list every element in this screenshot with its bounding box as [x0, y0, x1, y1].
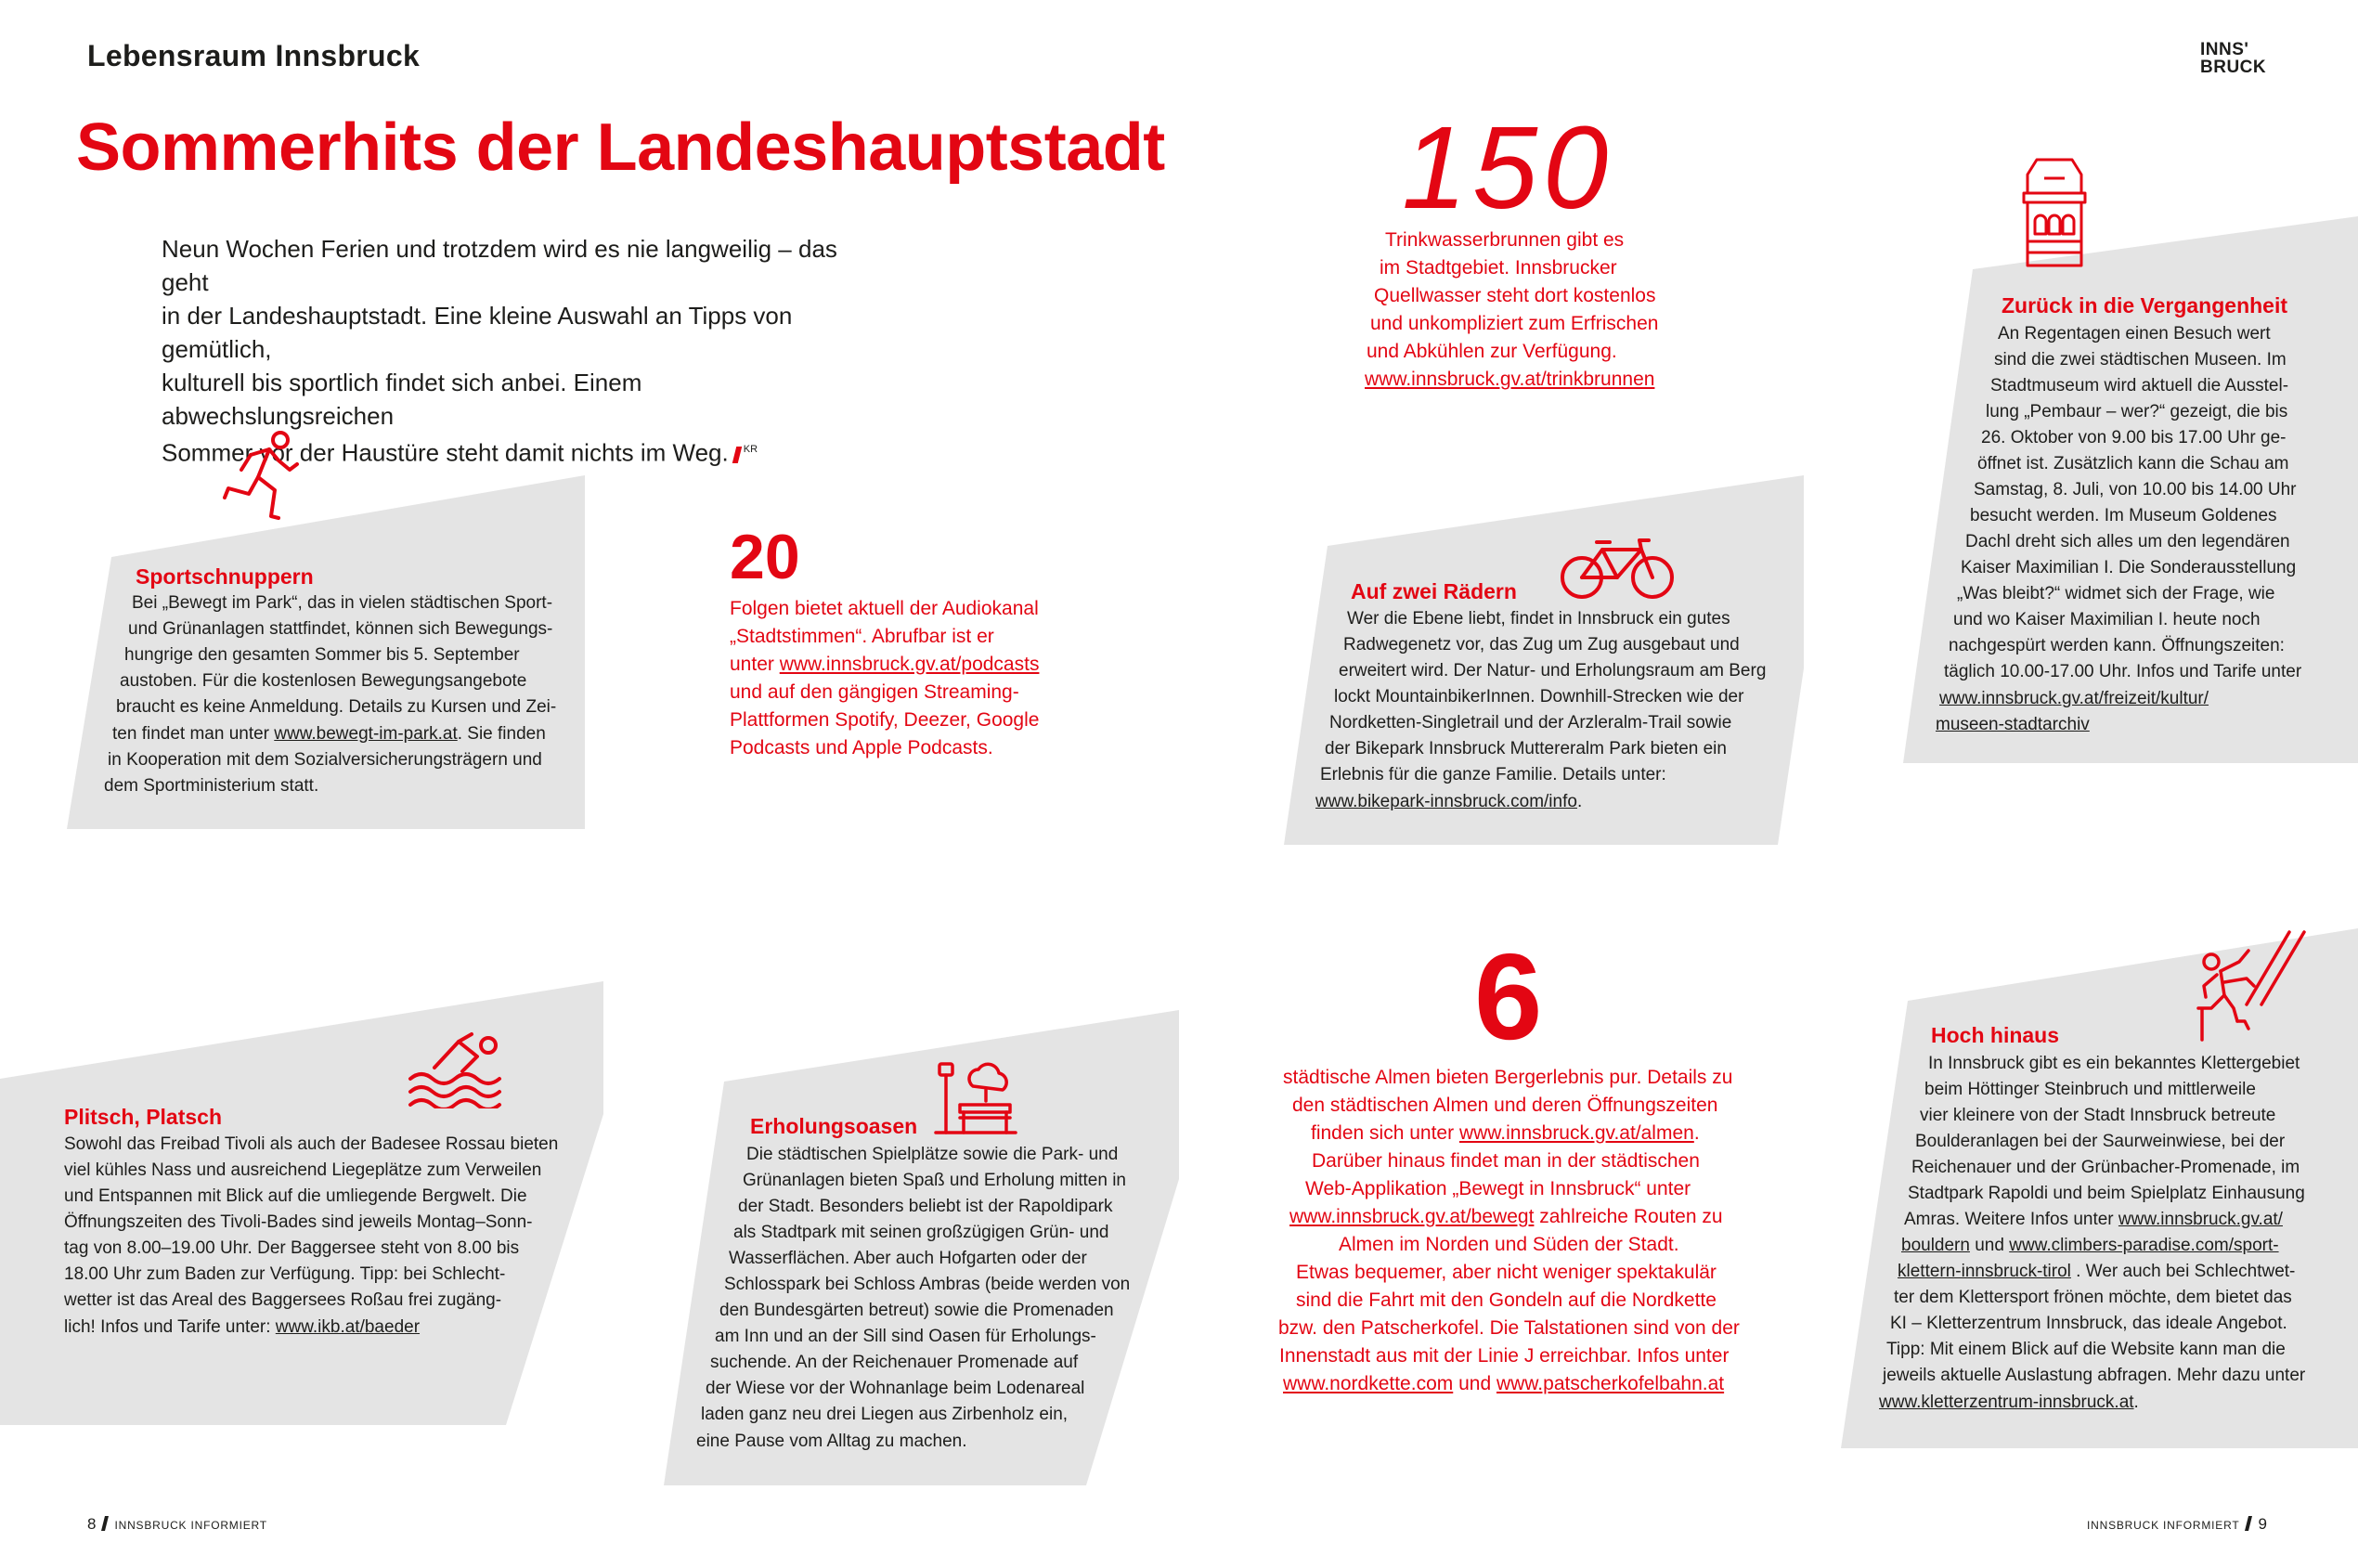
almen-line: bzw. den Patscherkofel. Die Talstationen sind von der [1278, 1317, 1740, 1339]
bike-line [1315, 789, 1582, 815]
almen-line: sind die Fahrt mit den Gondeln auf die Nordkette [1296, 1289, 1717, 1311]
parks-line: Die städtischen Spielplätze sowie die Park- und [746, 1145, 1119, 1164]
swim-heading: Plitsch, Platsch [64, 1105, 223, 1129]
almen-line [1289, 1203, 1723, 1231]
text-span: und [1969, 1236, 2010, 1255]
parks-line: eine Pause vom Alltag zu machen. [696, 1432, 967, 1451]
sport-line [112, 721, 546, 747]
link-kletterzentrum[interactable]: www.kletterzentrum-innsbruck.at [1879, 1393, 2134, 1412]
climb-line [1901, 1233, 2279, 1259]
museum-line [1936, 712, 2090, 738]
climb-line: Tipp: Mit einem Blick auf die Website kann man die [1886, 1340, 2286, 1359]
climb-line: In Innsbruck gibt es ein bekanntes Klettergebiet [1928, 1054, 2300, 1073]
page-number-left: 8 [87, 1515, 97, 1533]
link-innsbruck-bouldern-2[interactable]: bouldern [1901, 1236, 1970, 1255]
parks-line: Grünanlagen bieten Spaß und Erholung mitten in [743, 1171, 1126, 1190]
almen-line: städtische Almen bieten Bergerlebnis pur. Details zu [1283, 1067, 1733, 1088]
link-bewegt[interactable]: www.innsbruck.gv.at/bewegt [1289, 1206, 1535, 1227]
link-museen-2[interactable]: museen-stadtarchiv [1936, 715, 2090, 734]
text-span: . [2133, 1393, 2139, 1412]
intro-line: kulturell bis sportlich findet sich anbei. Einem abwechslungsreichen [162, 369, 642, 430]
text-span: . Wer auch bei Schlechtwet- [2070, 1262, 2296, 1281]
swim-line: tag von 8.00–19.00 Uhr. Der Baggersee steht von 8.00 bis [64, 1238, 520, 1258]
parks-line: der Wiese vor der Wohnanlage beim Lodenareal [706, 1379, 1085, 1398]
podcast-line: Podcasts und Apple Podcasts. [730, 737, 993, 758]
link-ikb-baeder[interactable]: www.ikb.at/baeder [275, 1317, 421, 1337]
swimmer-icon [407, 1029, 512, 1108]
intro-line: Neun Wochen Ferien und trotzdem wird es nie langweilig – das geht [162, 235, 837, 296]
link-bewegt-im-park[interactable]: www.bewegt-im-park.at [274, 724, 458, 744]
almen-line: Etwas bequemer, aber nicht weniger spektakulär [1296, 1262, 1717, 1283]
link-trinkbrunnen[interactable]: www.innsbruck.gv.at/trinkbrunnen [1365, 369, 1655, 390]
almen-line: den städtischen Almen und deren Öffnungszeiten [1292, 1095, 1718, 1116]
podcast-line [730, 651, 1039, 679]
slash-mark [101, 1516, 109, 1531]
fountains-line: Quellwasser steht dort kostenlos [1374, 285, 1656, 306]
almen-line [1283, 1370, 1724, 1398]
museum-line: öffnet ist. Zusätzlich kann die Schau am [1977, 454, 2289, 473]
museum-line: Kaiser Maximilian I. Die Sonderausstellung [1961, 558, 2297, 577]
link-bikepark[interactable]: www.bikepark-innsbruck.com/info [1315, 792, 1577, 811]
footer-label-left: INNSBRUCK INFORMIERT [114, 1519, 267, 1532]
link-climbers-paradise-1[interactable]: www.climbers-paradise.com/sport- [2009, 1236, 2279, 1255]
swim-line: Sowohl das Freibad Tivoli als auch der Badesee Rossau bieten [64, 1134, 559, 1154]
museum-line: Stadtmuseum wird aktuell die Ausstel- [1990, 376, 2289, 395]
fountains-line: im Stadtgebiet. Innsbrucker [1380, 257, 1617, 279]
footer-left [87, 1515, 267, 1534]
bike-line: Erlebnis für die ganze Familie. Details unter: [1320, 765, 1666, 784]
fountains-line: Trinkwasserbrunnen gibt es [1385, 229, 1625, 251]
link-nordkette[interactable]: www.nordkette.com [1283, 1373, 1454, 1394]
slash-mark [2245, 1516, 2252, 1531]
climb-line: Boulderanlagen bei der Saurweinwiese, bei der [1915, 1132, 2286, 1151]
climber-icon [2193, 930, 2306, 1043]
runner-icon [215, 429, 308, 527]
section-label: Lebensraum Innsbruck [87, 39, 421, 72]
link-almen[interactable]: www.innsbruck.gv.at/almen [1458, 1122, 1694, 1144]
link-innsbruck-bouldern-1[interactable]: www.innsbruck.gv.at/ [2118, 1210, 2283, 1229]
text-span: . [1693, 1122, 1700, 1144]
climb-line: KI – Kletterzentrum Innsbruck, das ideale Angebot. [1890, 1314, 2287, 1333]
page-title: Sommerhits der Landeshauptstadt [76, 110, 1165, 185]
bike-line: erweitert wird. Der Natur- und Erholungsraum am Berg [1339, 661, 1767, 680]
text-span: finden sich unter [1311, 1122, 1459, 1144]
bike-line: Radwegenetz vor, das Zug um Zug ausgebaut und [1343, 635, 1740, 654]
museum-line: lung „Pembaur – wer?“ gezeigt, die bis [1986, 402, 2288, 421]
sport-line: in Kooperation mit dem Sozialversicherungsträgern und [108, 750, 542, 770]
almen-line [1311, 1120, 1700, 1147]
sport-heading: Sportschnuppern [136, 564, 314, 589]
swim-line: wetter ist das Areal des Baggersees Roßau frei zugäng- [64, 1290, 502, 1310]
podcast-line: Plattformen Spotify, Deezer, Google [730, 709, 1040, 731]
climb-line [1898, 1259, 2295, 1285]
text-span: zahlreiche Routen zu [1534, 1206, 1723, 1227]
parks-line: Wasserflächen. Aber auch Hofgarten oder der [729, 1249, 1087, 1268]
sport-line: braucht es keine Anmeldung. Details zu Kursen und Zei- [116, 697, 557, 717]
fountains-line: und unkompliziert zum Erfrischen [1370, 313, 1659, 334]
museum-line: besucht werden. Im Museum Goldenes [1970, 506, 2277, 525]
link-patscherkofelbahn[interactable]: www.patscherkofelbahn.at [1496, 1373, 1725, 1394]
link-climbers-paradise-2[interactable]: klettern-innsbruck-tirol [1898, 1262, 2071, 1281]
parks-line: der Stadt. Besonders beliebt ist der Rapoldipark [738, 1197, 1113, 1216]
logo-line-1: INNS' [2200, 40, 2249, 59]
text-span: . Sie finden [457, 724, 546, 744]
text-span: lich! Infos und Tarife unter: [64, 1317, 276, 1337]
text-span: . [1576, 792, 1583, 811]
parks-line: suchende. An der Reichenauer Promenade auf [710, 1353, 1079, 1372]
climb-line [1904, 1207, 2283, 1233]
museum-line: An Regentagen einen Besuch wert [1998, 324, 2271, 343]
climb-line: Stadtpark Rapoldi und beim Spielplatz Einhausung [1908, 1184, 2305, 1203]
author-initials: KR [743, 444, 758, 455]
fountains-line: und Abkühlen zur Verfügung. [1367, 341, 1617, 362]
podcast-number: 20 [730, 522, 800, 592]
link-podcasts[interactable]: www.innsbruck.gv.at/podcasts [779, 654, 1040, 675]
parks-heading: Erholungsoasen [750, 1114, 918, 1138]
museum-heading: Zurück in die Vergangenheit [2002, 293, 2288, 317]
swim-line: Öffnungszeiten des Tivoli-Bades sind jeweils Montag–Sonn- [64, 1212, 533, 1232]
intro-line: in der Landeshauptstadt. Eine kleine Auswahl an Tipps von gemütlich, [162, 302, 793, 363]
podcast-line: und auf den gängigen Streaming- [730, 681, 1019, 703]
innsbruck-logo [2200, 41, 2266, 76]
bike-line: der Bikepark Innsbruck Muttereralm Park bieten ein [1325, 739, 1727, 758]
swim-line: 18.00 Uhr zum Baden zur Verfügung. Tipp: bei Schlecht- [64, 1264, 506, 1284]
fountains-line [1365, 366, 1654, 394]
museum-line: und wo Kaiser Maximilian I. heute noch [1953, 610, 2261, 629]
text-span: unter [730, 654, 780, 675]
sport-line: dem Sportministerium statt. [104, 776, 319, 796]
link-museen-1[interactable]: www.innsbruck.gv.at/freizeit/kultur/ [1939, 689, 2209, 708]
sport-line: Bei „Bewegt im Park“, das in vielen städtischen Sport- [132, 593, 553, 613]
intro-line: Sommer vor der Haustüre steht damit nichts im Weg. [162, 438, 729, 467]
climb-heading: Hoch hinaus [1931, 1023, 2060, 1047]
sport-line: und Grünanlagen stattfindet, können sich Bewegungs- [128, 619, 553, 639]
page-number-right: 9 [2258, 1515, 2267, 1533]
parks-line: Schlosspark bei Schloss Ambras (beide werden von [724, 1275, 1131, 1294]
podcast-line: „Stadtstimmen“. Abrufbar ist er [730, 626, 994, 647]
park-bench-tree-icon [934, 1058, 1017, 1136]
footer-label-right: INNSBRUCK INFORMIERT [2087, 1519, 2240, 1532]
bike-line: Nordketten-Singletrail und der Arzleralm-Trail sowie [1329, 713, 1732, 732]
almen-number: 6 [1474, 928, 1543, 1065]
museum-line: sind die zwei städtischen Museen. Im [1994, 350, 2287, 369]
parks-line: laden ganz neu drei Liegen aus Zirbenholz ein, [701, 1405, 1069, 1424]
climb-line: jeweils aktuelle Auslastung abfragen. Mehr dazu unter [1883, 1366, 2306, 1385]
parks-line: den Bundesgärten betreut) sowie die Promenaden [719, 1301, 1114, 1320]
almen-line: Darüber hinaus findet man in der städtischen [1312, 1150, 1700, 1172]
footer-right [2087, 1515, 2267, 1534]
parks-line: als Stadtpark mit seinen großzügigen Grün- und [733, 1223, 1109, 1242]
museum-line: täglich 10.00-17.00 Uhr. Infos und Tarife unter [1944, 662, 2302, 681]
sport-line: hungrige den gesamten Sommer bis 5. September [124, 645, 520, 665]
climb-line: Reichenauer und der Grünbacher-Promenade, im [1911, 1158, 2300, 1177]
museum-line: „Was bleibt?“ widmet sich der Frage, wie [1957, 584, 2275, 603]
swim-line [64, 1315, 420, 1341]
text-span: ten findet man unter [112, 724, 275, 744]
fountains-number: 150 [1402, 102, 1614, 233]
climb-line: beim Höttinger Steinbruch und mittlerweile [1924, 1080, 2256, 1099]
slash-mark [732, 447, 741, 463]
swim-line: viel kühles Nass und ausreichend Liegeplätze zum Verweilen [64, 1160, 542, 1180]
tower-icon [2016, 156, 2092, 267]
museum-line: 26. Oktober von 9.00 bis 17.00 Uhr ge- [1981, 428, 2287, 447]
almen-line: Innenstadt aus mit der Linie J erreichbar. Infos unter [1279, 1345, 1730, 1367]
museum-line: nachgespürt werden kann. Öffnungszeiten: [1949, 636, 2285, 655]
text-span: Amras. Weitere Infos unter [1904, 1210, 2118, 1229]
climb-line: vier kleinere von der Stadt Innsbruck betreute [1920, 1106, 2276, 1125]
climb-line: ter dem Klettersport frönen möchte, dem bietet das [1894, 1288, 2292, 1307]
museum-line: Dachl dreht sich alles um den legendären [1965, 532, 2290, 551]
almen-line: Web-Applikation „Bewegt in Innsbruck“ unter [1305, 1178, 1691, 1199]
text-span: und [1453, 1373, 1496, 1394]
sport-line: austoben. Für die kostenlosen Bewegungsangebote [120, 671, 527, 691]
swim-line: und Entspannen mit Blick auf die umliegende Bergwelt. Die [64, 1186, 527, 1206]
museum-line: Samstag, 8. Juli, von 10.00 bis 14.00 Uhr [1974, 480, 2297, 499]
logo-line-2: BRUCK [2200, 58, 2267, 77]
bike-line: lockt MountainbikerInnen. Downhill-Strecken wie der [1334, 687, 1744, 706]
bicycle-icon [1560, 535, 1675, 602]
almen-line: Almen im Norden und Süden der Stadt. [1339, 1234, 1679, 1255]
bike-line: Wer die Ebene liebt, findet in Innsbruck ein gutes [1347, 609, 1730, 628]
museum-line [1939, 686, 2209, 712]
climb-line [1879, 1390, 2139, 1416]
podcast-line: Folgen bietet aktuell der Audiokanal [730, 598, 1039, 619]
parks-line: am Inn und an der Sill sind Oasen für Erholungs- [715, 1327, 1096, 1346]
bike-heading: Auf zwei Rädern [1351, 579, 1517, 603]
